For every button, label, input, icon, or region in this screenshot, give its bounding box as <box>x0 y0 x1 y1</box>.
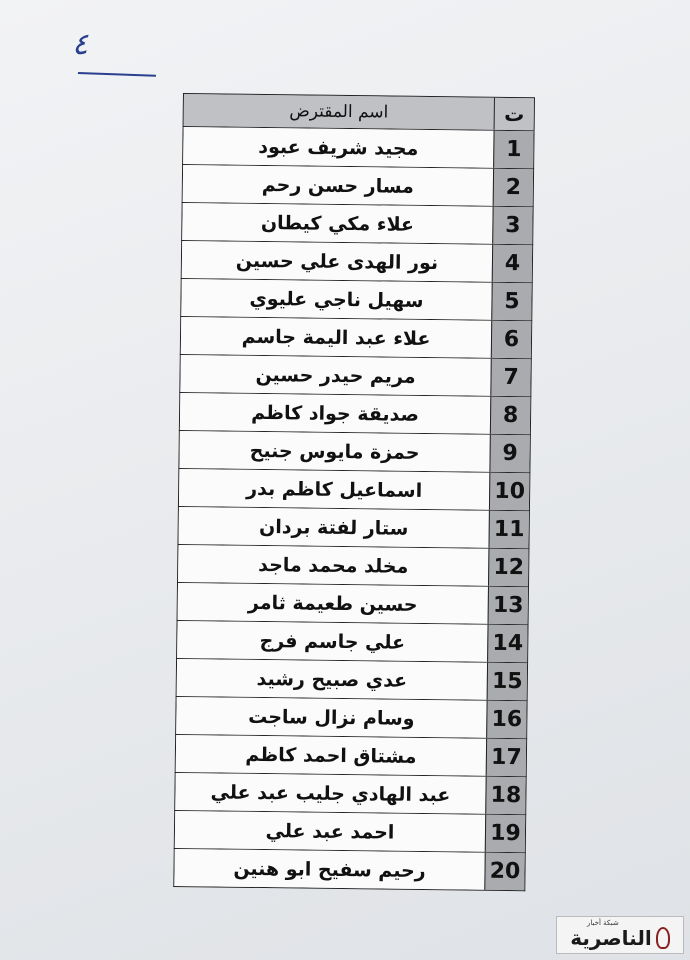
table-row <box>175 697 527 739</box>
table-row <box>176 659 528 701</box>
row-borrower-name: مخلد محمد ماجد <box>178 545 488 586</box>
table-row <box>176 621 528 663</box>
watermark-caption: شبكة أخبار <box>587 919 619 927</box>
table-row <box>179 393 531 435</box>
shield-emblem-icon <box>656 927 670 949</box>
row-borrower-name: وسام نزال ساجت <box>176 697 486 738</box>
handwritten-page-number: ٤ <box>72 27 89 62</box>
row-serial-number: 4 <box>492 245 532 282</box>
table-row <box>178 469 530 511</box>
site-watermark-logo <box>556 916 684 954</box>
row-borrower-name: حمزة مايوس جنيح <box>179 431 489 472</box>
watermark-title: الناصرية <box>570 926 652 950</box>
table-row <box>179 355 531 397</box>
row-borrower-name: احمد عبد علي <box>175 811 485 852</box>
row-serial-number: 6 <box>491 321 531 358</box>
table-row <box>182 165 534 207</box>
table-header-row <box>183 93 535 131</box>
row-borrower-name: نور الهدى علي حسين <box>182 241 492 282</box>
row-serial-number: 1 <box>493 131 533 168</box>
row-serial-number: 12 <box>488 549 528 586</box>
table-row <box>177 545 529 587</box>
row-serial-number: 18 <box>485 777 525 814</box>
row-borrower-name: سهيل ناجي عليوي <box>181 279 491 320</box>
row-borrower-name: عدي صبيح رشيد <box>177 659 487 700</box>
table-row <box>181 203 533 245</box>
table-row <box>177 507 529 549</box>
table-row <box>177 583 529 625</box>
row-serial-number: 15 <box>487 663 527 700</box>
row-borrower-name: مجيد شريف عبود <box>183 127 493 168</box>
row-serial-number: 2 <box>493 169 533 206</box>
table-row <box>173 849 525 891</box>
header-serial-number: ت <box>494 98 534 130</box>
header-borrower-name: اسم المقترض <box>184 94 494 130</box>
row-borrower-name: علاء مكي كيطان <box>182 203 492 244</box>
row-borrower-name: رحيم سفيح ابو هنين <box>174 849 484 890</box>
row-serial-number: 9 <box>489 435 529 472</box>
table-row <box>175 735 527 777</box>
row-serial-number: 16 <box>486 701 526 738</box>
table-row <box>180 317 532 359</box>
row-serial-number: 13 <box>488 587 528 624</box>
row-borrower-name: ستار لفتة بردان <box>178 507 488 548</box>
row-borrower-name: مسار حسن رحم <box>183 165 493 206</box>
table-row <box>174 811 526 853</box>
row-borrower-name: عبد الهادي جليب عبد علي <box>175 773 485 814</box>
row-borrower-name: علي جاسم فرج <box>177 621 487 662</box>
row-serial-number: 11 <box>488 511 528 548</box>
row-serial-number: 17 <box>486 739 526 776</box>
row-serial-number: 3 <box>492 207 532 244</box>
table-row <box>181 241 533 283</box>
table-row <box>182 127 534 169</box>
row-borrower-name: حسين طعيمة ثامر <box>178 583 488 624</box>
row-borrower-name: صديقة جواد كاظم <box>180 393 490 434</box>
row-borrower-name: علاء عبد اليمة جاسم <box>181 317 491 358</box>
row-serial-number: 19 <box>485 815 525 852</box>
handwritten-underline <box>78 72 156 77</box>
row-serial-number: 5 <box>491 283 531 320</box>
table-body <box>173 127 534 891</box>
row-serial-number: 8 <box>490 397 530 434</box>
row-serial-number: 10 <box>489 473 529 510</box>
row-serial-number: 14 <box>487 625 527 662</box>
row-serial-number: 20 <box>484 853 524 890</box>
table-row <box>174 773 526 815</box>
row-borrower-name: مشتاق احمد كاظم <box>176 735 486 776</box>
table-row <box>180 279 532 321</box>
borrowers-table <box>173 93 535 891</box>
row-borrower-name: اسماعيل كاظم بدر <box>179 469 489 510</box>
table-row <box>178 431 530 473</box>
row-serial-number: 7 <box>490 359 530 396</box>
row-borrower-name: مريم حيدر حسين <box>180 355 490 396</box>
